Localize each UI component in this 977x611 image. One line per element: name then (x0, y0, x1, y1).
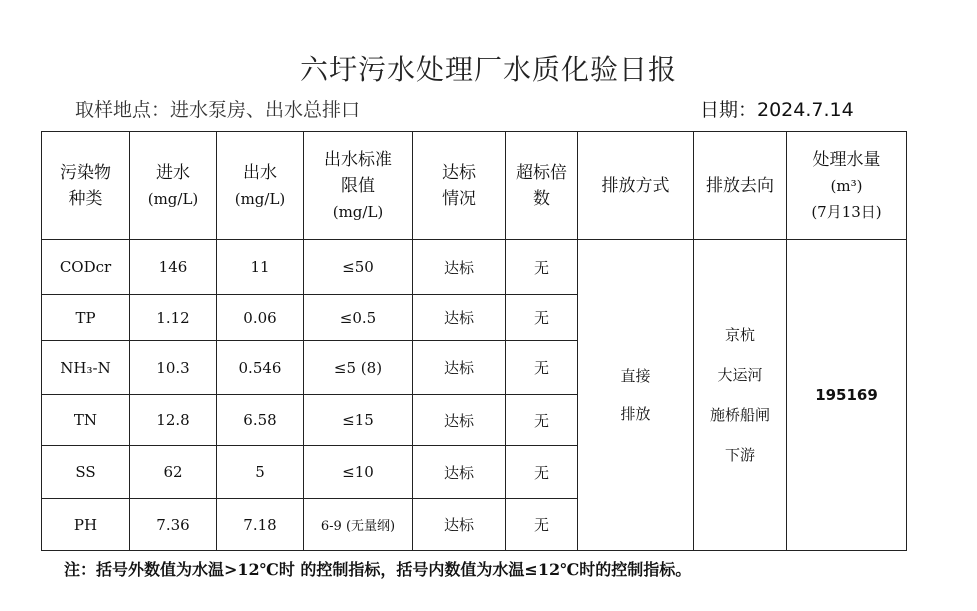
limit-cell: ≤5 (8) (304, 341, 413, 395)
header-inflow-unit: (mg/L) (147, 189, 199, 208)
inflow-cell: 12.8 (130, 395, 217, 446)
exceed-cell: 无 (506, 446, 578, 499)
header-pollutant-line1: 污染物 (60, 162, 111, 183)
limit-cell: ≤15 (304, 395, 413, 446)
discharge-method-line2: 排放 (620, 405, 651, 423)
inflow-cell: 146 (130, 240, 217, 295)
discharge-dest-line3: 施桥船闸 (709, 406, 770, 424)
compliance-cell: 达标 (413, 341, 506, 395)
outflow-cell: 7.18 (217, 499, 304, 551)
compliance-cell: 达标 (413, 240, 506, 295)
header-exceed-line2: 数 (533, 188, 550, 209)
report-date: 日期：2024.7.14 (700, 99, 854, 121)
exceed-cell: 无 (506, 341, 578, 395)
exceed-cell: 无 (506, 240, 578, 295)
outflow-cell: 5 (217, 446, 304, 499)
outflow-cell: 0.06 (217, 295, 304, 341)
pollutant-cell: CODcr (42, 240, 130, 295)
header-inflow-line1: 进水 (156, 162, 190, 183)
header-exceed-line1: 超标倍 (516, 162, 567, 183)
pollutant-cell: TP (42, 295, 130, 341)
header-limit-line2: 限值 (341, 175, 375, 196)
discharge-dest-line1: 京杭 (724, 326, 755, 344)
header-limit-line1: 出水标准 (324, 149, 392, 170)
limit-cell: ≤10 (304, 446, 413, 499)
limit-cell: ≤0.5 (304, 295, 413, 341)
discharge-dest-cell (694, 240, 787, 551)
exceed-cell: 无 (506, 499, 578, 551)
treated-volume-cell: 195169 (787, 240, 907, 551)
exceed-cell: 无 (506, 395, 578, 446)
header-row (42, 132, 907, 240)
header-volume-unit: (m³) (830, 176, 863, 195)
footnote: 注：括号外数值为水温>12℃时 的控制指标，括号内数值为水温≤12℃时的控制指标。 (64, 560, 692, 579)
header-outflow-line1: 出水 (243, 162, 277, 183)
compliance-cell: 达标 (413, 446, 506, 499)
inflow-cell: 7.36 (130, 499, 217, 551)
pollutant-cell: SS (42, 446, 130, 499)
pollutant-cell: TN (42, 395, 130, 446)
header-compliance-line2: 情况 (442, 188, 476, 209)
header-discharge-dest: 排放去向 (694, 132, 787, 240)
outflow-cell: 0.546 (217, 341, 304, 395)
header-volume-line1: 处理水量 (812, 149, 881, 170)
inflow-cell: 62 (130, 446, 217, 499)
sampling-location: 取样地点：进水泵房、出水总排口 (75, 99, 361, 121)
header-exceed (506, 132, 578, 240)
discharge-dest-line4: 下游 (724, 446, 755, 464)
header-limit-unit: (mg/L) (332, 202, 384, 221)
header-pollutant (42, 132, 130, 240)
compliance-cell: 达标 (413, 499, 506, 551)
inflow-cell: 1.12 (130, 295, 217, 341)
header-volume-date: (7月13日) (811, 202, 882, 221)
pollutant-cell: PH (42, 499, 130, 551)
header-pollutant-line2: 种类 (68, 188, 103, 209)
table-row (42, 240, 907, 295)
compliance-cell: 达标 (413, 395, 506, 446)
limit-cell: 6-9 (无量纲) (304, 499, 413, 551)
header-compliance-line1: 达标 (442, 162, 476, 183)
outflow-cell: 6.58 (217, 395, 304, 446)
discharge-dest-line2: 大运河 (717, 366, 763, 384)
compliance-cell: 达标 (413, 295, 506, 341)
header-volume (787, 132, 907, 240)
header-limit (304, 132, 413, 240)
outflow-cell: 11 (217, 240, 304, 295)
report-title: 六圩污水处理厂水质化验日报 (299, 53, 677, 86)
discharge-method-cell (578, 240, 694, 551)
limit-cell: ≤50 (304, 240, 413, 295)
header-outflow-unit: (mg/L) (234, 189, 286, 208)
water-quality-table (41, 131, 907, 551)
header-discharge-method: 排放方式 (578, 132, 694, 240)
inflow-cell: 10.3 (130, 341, 217, 395)
discharge-method-line1: 直接 (620, 367, 651, 385)
exceed-cell: 无 (506, 295, 578, 341)
header-compliance (413, 132, 506, 240)
pollutant-cell: NH₃-N (42, 341, 130, 395)
header-inflow (130, 132, 217, 240)
header-outflow (217, 132, 304, 240)
